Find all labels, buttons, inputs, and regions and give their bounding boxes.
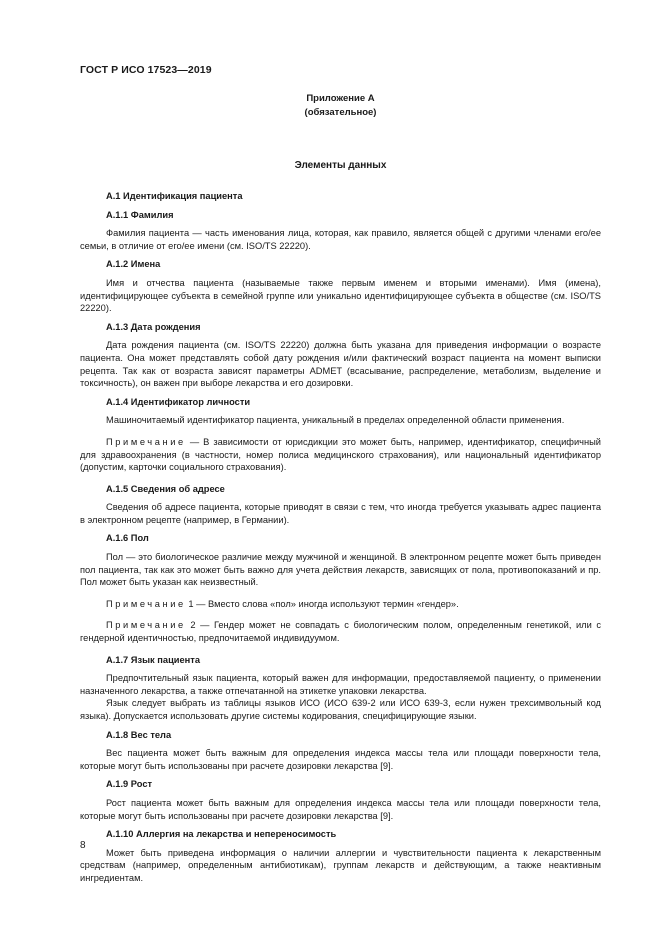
document-body bbox=[80, 190, 601, 885]
heading-a15: А.1.5 Сведения об адресе bbox=[106, 483, 225, 494]
heading-a1: А.1 Идентификация пациента bbox=[106, 191, 243, 201]
paragraph-a12: Имя и отчества пациента (называемые также первым именем и вторыми именами). Имя (имена), идентифицирующее субъекта в семейной группе или уникально идентифицирующее субъекта в обществе (см. ISO/TS 22220). bbox=[80, 277, 601, 314]
note2-a16 bbox=[80, 619, 601, 644]
note-text: — В зависимости от юрисдикции это может быть, например, идентификатор, специфичный для здравоохранения (в частности, номер полиса медицинского страхования), или национальный идентификатор (допустим, карточки социального страхования). bbox=[80, 436, 601, 473]
note-text: 1 — Вместо слова «пол» иногда используют термин «гендер». bbox=[185, 598, 459, 609]
note-label: Примечание bbox=[106, 620, 186, 631]
section-title: Элементы данных bbox=[294, 160, 387, 171]
paragraph-a110: Может быть приведена информация о наличии аллергии и чувствительности пациента к лекарственным средствам (например, определенным антибиотикам), группам лекарств и действующим, а также неактивным ингредиентам. bbox=[80, 847, 601, 883]
note-label: Примечание bbox=[106, 598, 186, 609]
heading-a14: А.1.4 Идентификатор личности bbox=[106, 396, 251, 407]
heading-a17: А.1.7 Язык пациента bbox=[106, 654, 201, 665]
annex-heading bbox=[80, 92, 601, 119]
note-text: 2 — Гендер может не совпадать с биологическим полом, определенным генетикой, или с гендерной идентичностью, предпочитаемой индивидуумом. bbox=[80, 620, 601, 644]
heading-a18: А.1.8 Вес тела bbox=[106, 729, 172, 740]
heading-a110: А.1.10 Аллергия на лекарства и непереносимость bbox=[106, 829, 337, 840]
note-a14 bbox=[80, 436, 601, 474]
heading-a12: А.1.2 Имена bbox=[106, 259, 161, 270]
heading-a13: А.1.3 Дата рождения bbox=[106, 321, 201, 332]
paragraph-a17-2: Язык следует выбрать из таблицы языков ИСО (ИСО 639-2 или ИСО 639-3, если нужен трехсимвольный код языка). Допускается использовать другие системы кодирования, специфицирующие языки. bbox=[80, 698, 601, 721]
paragraph-a18: Вес пациента может быть важным для определения индекса массы тела или площади поверхности тела, которые могут быть использованы при расчете дозировки лекарства [9]. bbox=[80, 748, 601, 771]
note1-a16 bbox=[80, 598, 601, 611]
paragraph-a19: Рост пациента может быть важным для определения индекса массы тела или площади поверхности тела, которые могут быть использованы при расчете дозировки лекарства [9]. bbox=[80, 797, 601, 821]
heading-a19: А.1.9 Рост bbox=[106, 779, 153, 790]
paragraph-a17-1: Предпочтительный язык пациента, который важен для информации, предоставляемой пациенту, о применении назначенного лекарства, а также отпечатанной на этикетке упаковки лекарства. bbox=[80, 673, 601, 696]
paragraph-a13: Дата рождения пациента (см. ISO/TS 22220) должна быть указана для приведения информации о возрасте пациента. Она может представлять собой дату рождения и/или фактический возраст пациента на момент выписки рецепта. Так как от возраста зависят параметры ADMET (всасывание, распределение, метаболизм, выделение и токсичность), он важен при выборе лекарства и его дозировки. bbox=[80, 340, 601, 389]
annex-status: (обязательное) bbox=[304, 106, 377, 118]
paragraph-a16: Пол — это биологическое различие между мужчиной и женщиной. В электронном рецепте может быть приведен пол пациента, так как это может быть важно для учета действия лекарств, зависящих от пола, противопоказаний и пр. Пол может быть указан как неизвестный. bbox=[80, 552, 601, 588]
annex-label: Приложение А bbox=[306, 93, 375, 104]
paragraph-a11: Фамилия пациента — часть именования лица, которая, как правило, является общей с другими членами его/ее семьи, в отличие от его/ее имени (см. ISO/TS 22220). bbox=[80, 228, 601, 251]
paragraph-a15: Сведения об адресе пациента, которые приводят в связи с тем, что иногда требуется указывать адрес пациента в электронном рецепте (например, в Германии). bbox=[80, 502, 601, 525]
standard-header: ГОСТ Р ИСО 17523—2019 bbox=[80, 64, 212, 76]
heading-a11: А.1.1 Фамилия bbox=[106, 209, 174, 220]
page-number: 8 bbox=[80, 840, 86, 851]
heading-a16: А.1.6 Пол bbox=[106, 533, 149, 544]
note-label: Примечание bbox=[106, 436, 186, 447]
paragraph-a14: Машиночитаемый идентификатор пациента, уникальный в пределах определенной области применения. bbox=[106, 415, 565, 426]
